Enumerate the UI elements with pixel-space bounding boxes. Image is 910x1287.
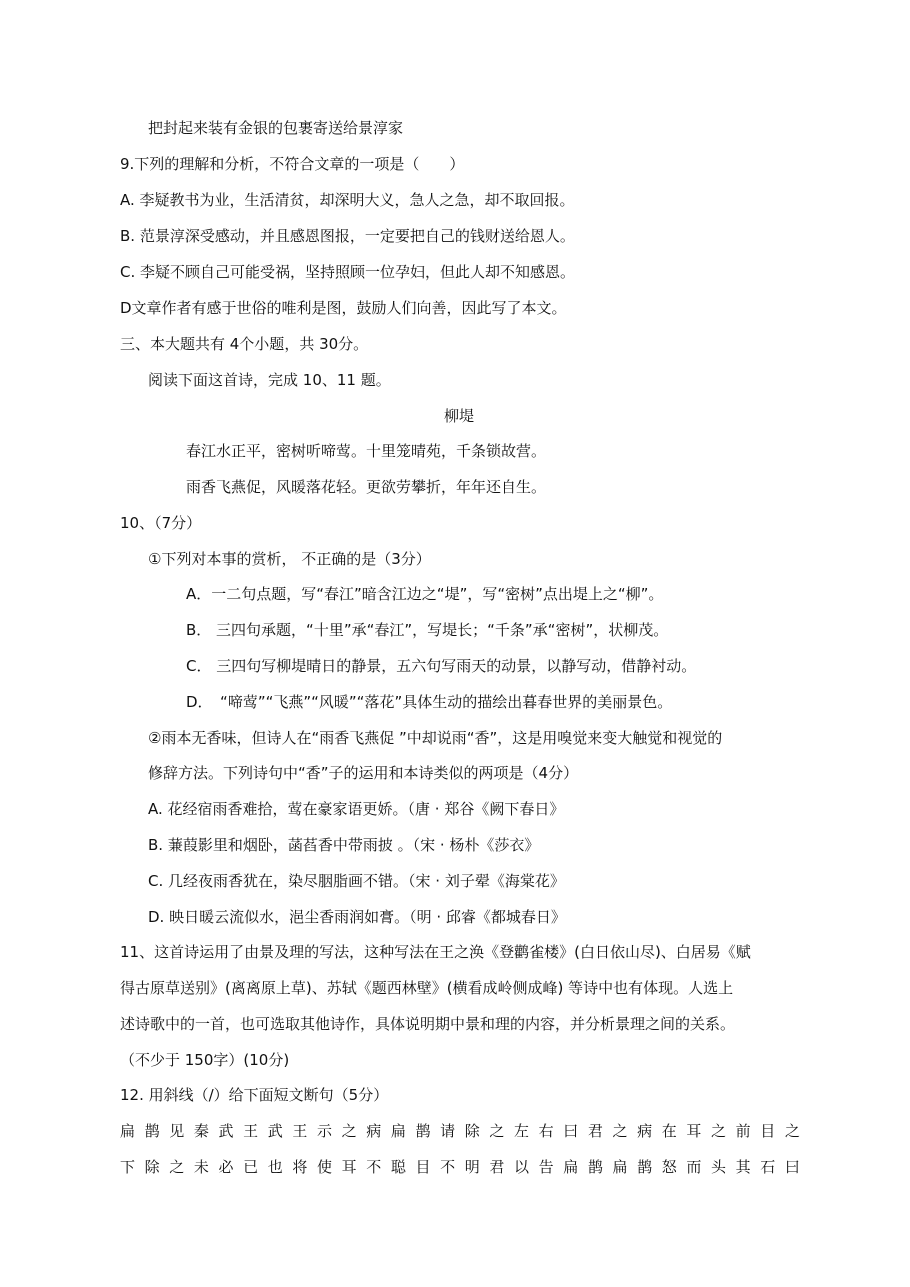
passage-character: 不	[440, 1158, 456, 1176]
passage-character: 武	[267, 1122, 283, 1140]
passage-character: 明	[464, 1158, 480, 1176]
classical-passage-row-1	[120, 1121, 800, 1141]
question-9-option-c: C. 李疑不顾自己可能受祸，坚持照顾一位孕妇，但此人却不知感恩。	[120, 263, 576, 281]
question-10-heading: 10、（7分）	[120, 514, 202, 532]
question-10-part-1-stem: ①下列对本事的赏析， 不正确的是（3分）	[148, 550, 431, 568]
classical-passage-row-2	[120, 1157, 800, 1177]
passage-character: 扁	[120, 1122, 136, 1140]
poem-title: 柳堤	[443, 407, 474, 425]
passage-character: 扁	[563, 1158, 579, 1176]
passage-character: 使	[317, 1158, 333, 1176]
question-10-part-2-option-a: A. 花经宿雨香难拾，莺在豪家语更娇。（唐 · 郑谷《阙下春日》	[148, 800, 565, 818]
section-3-heading: 三、本大题共有 4个小题，共 30分。	[120, 335, 369, 353]
question-10-part-2-option-d: D. 映日暖云流似水，浥尘香雨润如膏。（明 · 邱睿《都城春日》	[148, 908, 566, 926]
passage-character: 鹊	[415, 1122, 431, 1140]
question-10-option-b: B． 三四句承题，“十里”承“春江”，写堤长；“千条”承“密树”，状柳茂。	[186, 621, 669, 639]
passage-character: 武	[218, 1122, 234, 1140]
passage-character: 目	[760, 1122, 776, 1140]
question-12-stem: 12. 用斜线（/）给下面短文断句（5分）	[120, 1086, 389, 1104]
passage-character: 耳	[686, 1122, 702, 1140]
question-10-part-2-option-c: C. 几经夜雨香犹在，染尽胭脂画不错。（宋 · 刘子翚《海棠花》	[148, 872, 565, 890]
passage-character: 耳	[341, 1158, 357, 1176]
question-10-part-2-stem: ②雨本无香味，但诗人在“雨香飞燕促 ”中却说雨“香”，这是用嗅觉来变大触觉和视觉的	[148, 729, 723, 747]
question-9-option-a: A. 李疑教书为业，生活清贫，却深明大义，急人之急，却不取回报。	[120, 191, 575, 209]
passage-character: 头	[711, 1158, 727, 1176]
question-9-stem: 9.下列的理解和分析，不符合文章的一项是（ ）	[120, 155, 465, 173]
passage-character: 鹊	[637, 1158, 653, 1176]
passage-character: 鹊	[144, 1122, 160, 1140]
passage-character: 也	[267, 1158, 283, 1176]
poem-line-1: 春江水正平，密树听啼莺。十里笼晴苑，千条锁故营。	[186, 442, 547, 460]
passage-character: 聪	[390, 1158, 406, 1176]
passage-character: 在	[661, 1122, 677, 1140]
passage-character: 君	[489, 1158, 505, 1176]
question-11-word-count: （不少于 150字）(10分)	[120, 1051, 290, 1069]
question-10-option-a: A．一二句点题，写“春江”暗含江边之“堤”，写“密树”点出堤上之“柳”。	[186, 585, 664, 603]
passage-character: 王	[243, 1122, 259, 1140]
passage-character: 将	[292, 1158, 308, 1176]
passage-character: 未	[193, 1158, 209, 1176]
passage-character: 必	[218, 1158, 234, 1176]
passage-character: 之	[711, 1122, 727, 1140]
passage-character: 其	[735, 1158, 751, 1176]
passage-character: 除	[144, 1158, 160, 1176]
passage-character: 病	[366, 1122, 382, 1140]
passage-character: 石	[760, 1158, 776, 1176]
question-9-option-d: D文章作者有感于世俗的唯利是图，鼓励人们向善，因此写了本文。	[120, 299, 567, 317]
passage-character: 之	[612, 1122, 628, 1140]
question-9-option-b: B. 范景淳深受感动，并且感恩图报，一定要把自己的钱财送给恩人。	[120, 227, 575, 245]
question-10-option-d: D． “啼莺”“飞燕”“风暖”“落花”具体生动的描绘出暮春世界的美丽景色。	[186, 693, 673, 711]
question-10-option-c: C． 三四句写柳堤晴日的静景，五六句写雨天的动景，以静写动，借静衬动。	[186, 657, 697, 675]
passage-character: 之	[489, 1122, 505, 1140]
passage-character: 鹊	[587, 1158, 603, 1176]
passage-character: 除	[464, 1122, 480, 1140]
passage-character: 左	[514, 1122, 530, 1140]
passage-character: 下	[120, 1158, 136, 1176]
passage-character: 不	[366, 1158, 382, 1176]
passage-character: 怒	[661, 1158, 677, 1176]
passage-character: 之	[784, 1122, 800, 1140]
question-11-stem: 11、这首诗运用了由景及理的写法，这种写法在王之涣《登鹳雀楼》(白日依山尽)、白居易《赋	[120, 943, 751, 961]
passage-character: 扁	[390, 1122, 406, 1140]
passage-character: 右	[538, 1122, 554, 1140]
question-10-part-2-option-b: B. 蒹葭影里和烟卧，菡萏香中带雨披 。（宋 · 杨朴《莎衣》	[148, 836, 540, 854]
poem-line-2: 雨香飞燕促，风暖落花轻。更欲劳攀折，年年还自生。	[186, 478, 547, 496]
passage-character: 病	[637, 1122, 653, 1140]
passage-character: 见	[169, 1122, 185, 1140]
question-10-part-2-stem-cont: 修辞方法。下列诗句中“香”子的运用和本诗类似的两项是（4分）	[148, 764, 579, 782]
passage-character: 以	[514, 1158, 530, 1176]
passage-character: 扁	[612, 1158, 628, 1176]
question-11-stem-cont-2: 述诗歌中的一首，也可选取其他诗作，具体说明期中景和理的内容，并分析景理之间的关系。	[120, 1015, 736, 1033]
passage-character: 而	[686, 1158, 702, 1176]
passage-character: 之	[169, 1158, 185, 1176]
poem-instruction: 阅读下面这首诗，完成 10、11 题。	[148, 371, 391, 389]
passage-character: 君	[587, 1122, 603, 1140]
passage-character: 前	[735, 1122, 751, 1140]
passage-character: 之	[341, 1122, 357, 1140]
passage-character: 目	[415, 1158, 431, 1176]
passage-character: 曰	[784, 1158, 800, 1176]
passage-character: 请	[440, 1122, 456, 1140]
passage-character: 告	[538, 1158, 554, 1176]
passage-character: 王	[292, 1122, 308, 1140]
question-11-stem-cont-1: 得古原草送别》(离离原上草)、苏轼《题西林壁》(横看成岭侧成峰) 等诗中也有体现。人选上	[120, 979, 734, 997]
passage-translation-line: 把封起来装有金银的包裹寄送给景淳家	[148, 119, 404, 137]
passage-character: 已	[243, 1158, 259, 1176]
passage-character: 示	[317, 1122, 333, 1140]
passage-character: 曰	[563, 1122, 579, 1140]
passage-character: 秦	[193, 1122, 209, 1140]
